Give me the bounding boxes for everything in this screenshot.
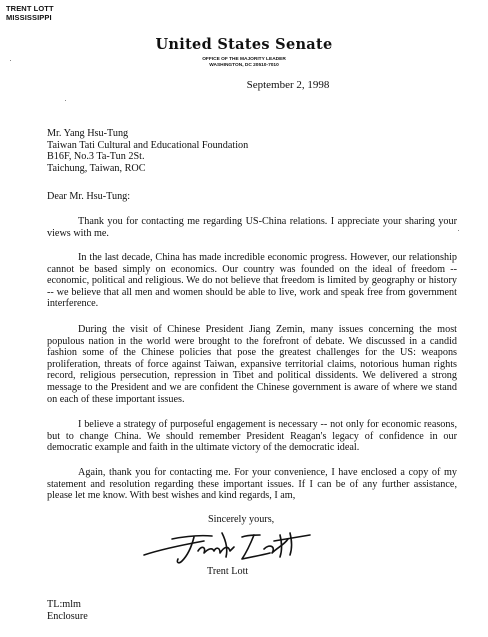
closing: Sincerely yours, [208,514,275,525]
scan-speck [65,100,66,101]
address-line: Taiwan Tati Cultural and Educational Foundation [47,139,249,151]
sender-state: MISSISSIPPI [6,12,52,22]
signature-name: Trent Lott [207,566,249,577]
body-paragraph: In the last decade, China has made incredible economic progress. However, our relationship cannot be based simply on economics. Our country was founded on the ideal of freedom -- economic, political and religious. We do not believe that freedom is limited by geography or history -- we believe that all men and women should be able to live, work and speak free from government interference. [47,252,457,310]
address-line: Taichung, Taiwan, ROC [47,162,146,174]
sender-block [6,5,54,22]
sender-name: TRENT LOTT [6,4,54,13]
address-line: Mr. Yang Hsu-Tung [47,128,129,139]
body-paragraph: Thank you for contacting me regarding US-China relations. I appreciate your sharing your views with me. [47,216,457,239]
letterhead-title: United States Senate [155,36,333,53]
letterhead-office [0,57,488,69]
recipient-address [47,128,248,174]
typist-initials: TL:mlm [47,599,81,610]
letter-footer [47,599,88,622]
handwritten-signature [142,527,312,567]
scan-speck [458,230,459,231]
salutation: Dear Mr. Hsu-Tung: [47,191,131,202]
letter-date: September 2, 1998 [246,79,330,91]
body-paragraph: I believe a strategy of purposeful engagement is necessary -- not only for economic reasons, but to change China. We should remember President Reagan's legacy of confidence in our democratic example and faith in the ultimate victory of the democratic ideal. [47,419,457,454]
body-paragraph: Again, thank you for contacting me. For your convenience, I have enclosed a copy of my statement and resolution regarding these important issues. If I can be of any further assistance, please let me know. With best wishes and kind regards, I am, [47,467,457,502]
office-location: WASHINGTON, DC 20510-7010 [209,63,279,68]
body-paragraph: During the visit of Chinese President Jiang Zemin, many issues concerning the most populous nation in the world were brought to the forefront of debate. We discussed in a candid fashion some of the Chinese policies that pose the greatest challenges for the US: weapons proliferation, threats of force against Taiwan, expansive territorial claims, notorious human rights record, religious persecution, repression in Tibet and political dissidents. We delivered a strong message to the President and we are confident the Chinese government is aware of where we stand on each of these important issues. [47,324,457,405]
scan-speck [10,60,11,61]
enclosure-note: Enclosure [47,610,88,622]
address-line: B16F, No.3 Ta-Tun 2St. [47,151,145,163]
office-name: OFFICE OF THE MAJORITY LEADER [202,57,286,62]
